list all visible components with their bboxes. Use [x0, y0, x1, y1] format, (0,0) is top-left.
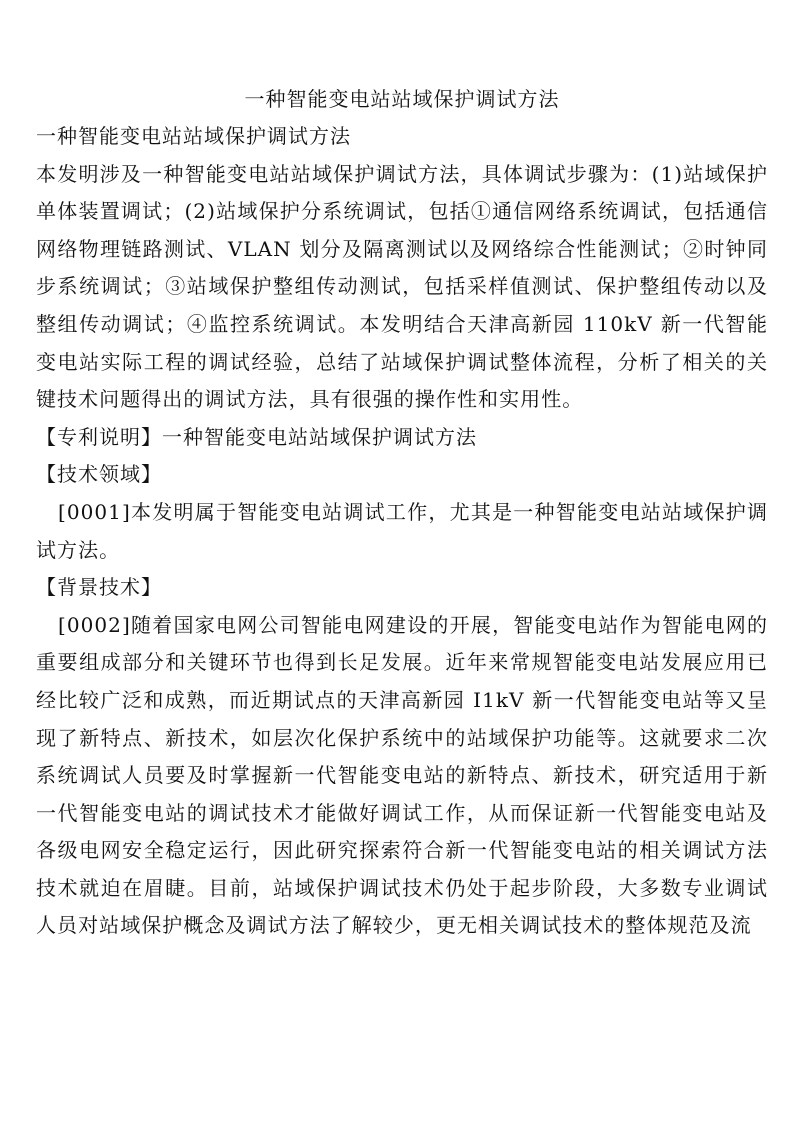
patent-note-heading: 【专利说明】一种智能变电站站域保护调试方法	[36, 424, 477, 449]
document-title: 一种智能变电站站域保护调试方法	[244, 87, 560, 111]
abstract-paragraph: 本发明涉及一种智能变电站站域保护调试方法，具体调试步骤为：(1)站域保护单体装置调试；(2)站域保护分系统调试，包括①通信网络系统调试，包括通信网络物理链路测试、VLAN 划分及隔离测试以及网络综合性能测试；②时钟同步系统调试；③站域保护整组传动测试，包括采样值测试、保护整组传动以及整组传动调试；④监控系统调试。本发明结合天津高新园 110kV 新一代智能变电站实际工程的调试经验，总结了站域保护调试整体流程，分析了相关的关键技术问题得出的调试方法，具有很强的操作性和实用性。	[36, 161, 768, 412]
document-subtitle: 一种智能变电站站域保护调试方法	[36, 124, 351, 148]
technical-field-heading: 【技术领域】	[36, 462, 162, 487]
paragraph-0001: [0001]本发明属于智能变电站调试工作，尤其是一种智能变电站站域保护调试方法。	[36, 499, 768, 562]
background-heading: 【背景技术】	[36, 575, 162, 600]
document-page	[36, 84, 768, 945]
paragraph-0002: [0002]随着国家电网公司智能电网建设的开展，智能变电站作为智能电网的重要组成部分和关键环节也得到长足发展。近年来常规智能变电站发展应用已经比较广泛和成熟，而近期试点的天津高新园 I1kV 新一代智能变电站等又呈现了新特点、新技术，如层次化保护系统中的站域保护功能等。这就要求二次系统调试人员要及时掌握新一代智能变电站的新特点、新技术，研究适用于新一代智能变电站的调试技术才能做好调试工作，从而保证新一代智能变电站及各级电网安全稳定运行，因此研究探索符合新一代智能变电站的相关调试方法技术就迫在眉睫。目前，站域保护调试技术仍处于起步阶段，大多数专业调试人员对站域保护概念及调试方法了解较少，更无相关调试技术的整体规范及流	[36, 612, 768, 938]
